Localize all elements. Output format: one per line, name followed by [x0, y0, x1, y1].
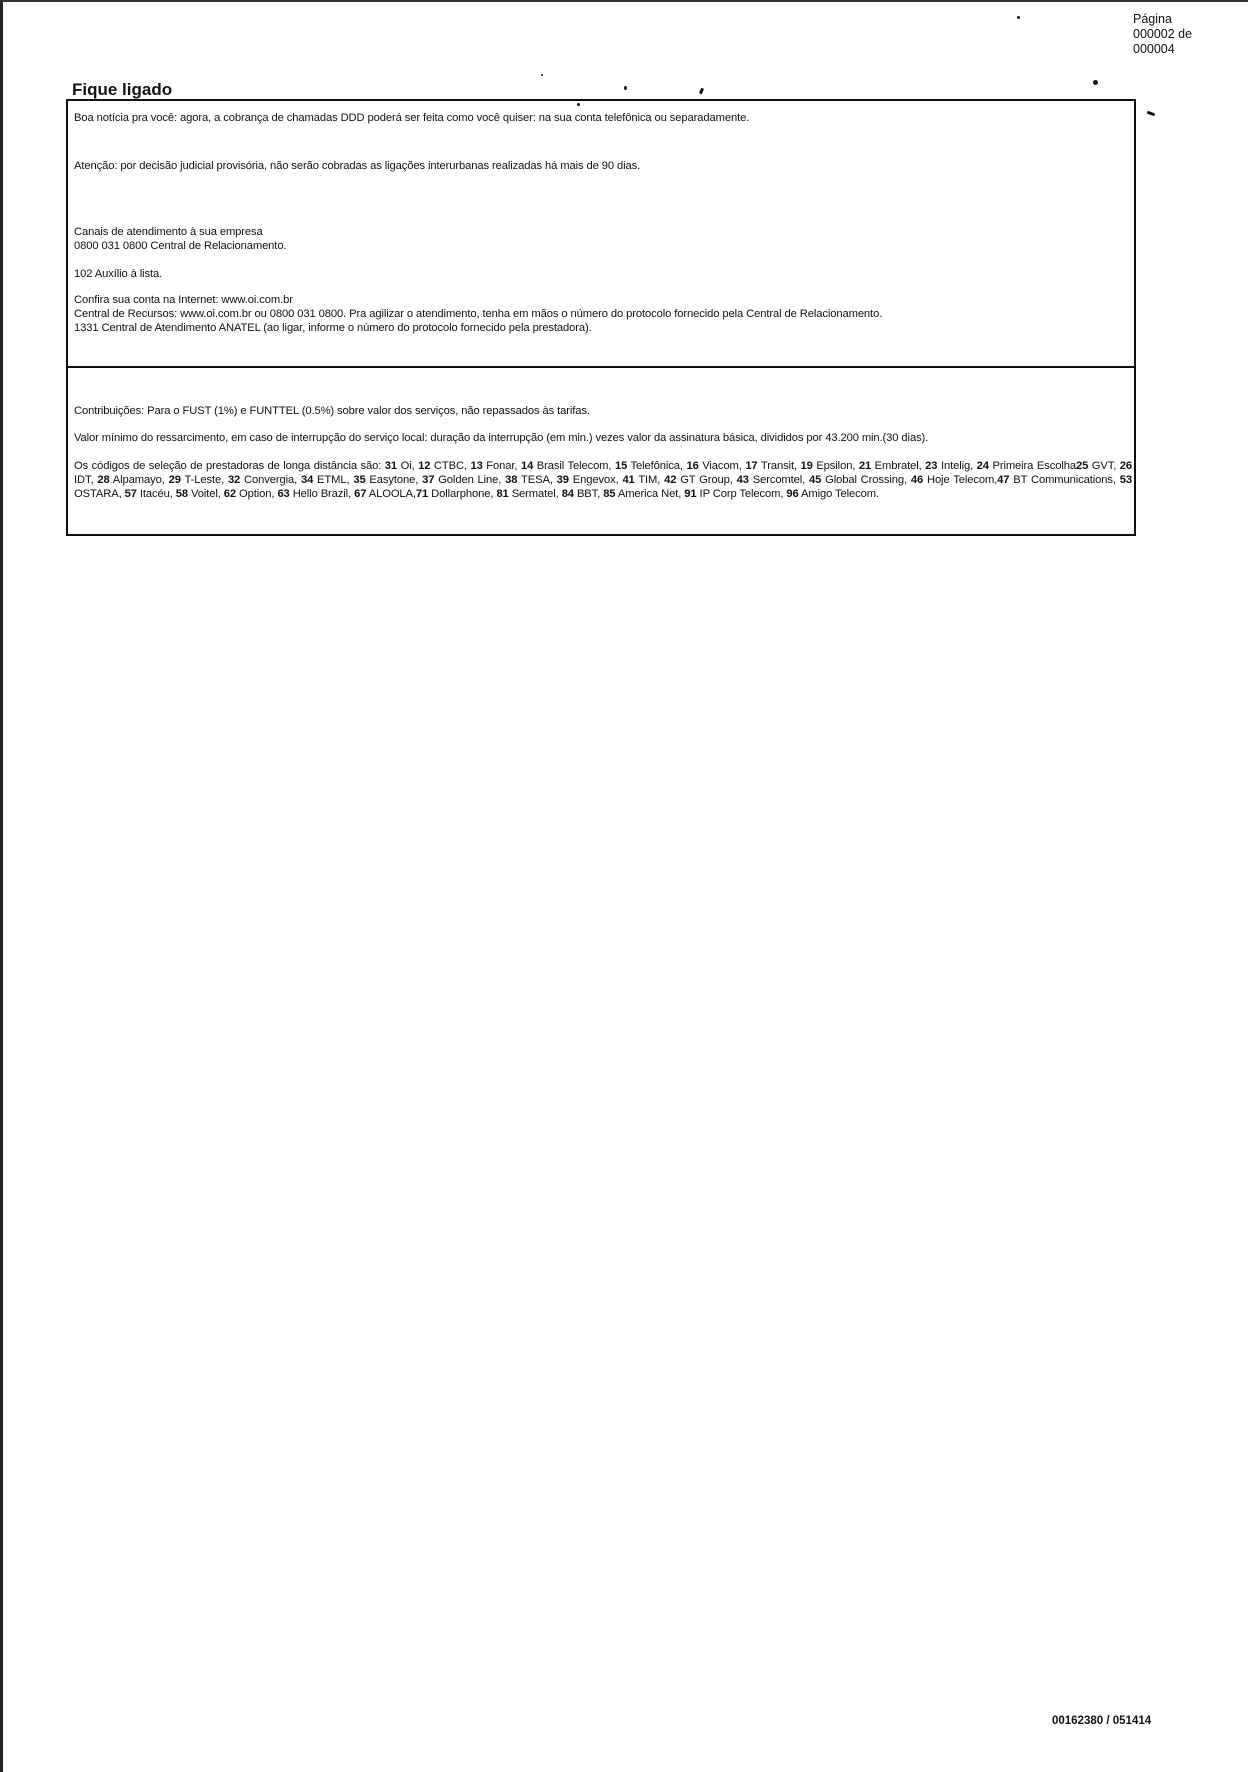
scan-speck [577, 103, 580, 106]
carrier-name: IP Corp Telecom, [696, 488, 787, 500]
carrier-name: T-Leste, [180, 474, 228, 486]
info-box [66, 99, 1136, 368]
carrier-name: Dollarphone, [428, 488, 497, 500]
carrier-name: Embratel, [871, 460, 926, 472]
carrier-code: 62 [223, 488, 237, 500]
carrier-name: Viacom, [698, 460, 746, 472]
carrier-code: 16 [686, 460, 699, 472]
carrier-name: Convergia, [240, 474, 301, 486]
page-current: 000002 de [1133, 27, 1193, 41]
carrier-code: 43 [736, 474, 749, 486]
carrier-name: Intelig, [937, 460, 977, 472]
confira-conta: Confira sua conta na Internet: www.oi.com.br [74, 294, 293, 306]
carrier-code: 25 [1075, 460, 1089, 472]
carrier-code: 41 [622, 474, 635, 486]
carrier-name: Alpamayo, [109, 474, 169, 486]
carrier-name: Sermatel, [508, 488, 562, 500]
carrier-code: 12 [418, 460, 431, 472]
carrier-name: Option, [236, 488, 278, 500]
contribuicoes: Contribuições: Para o FUST (1%) e FUNTTEL (0.5%) sobre valor dos serviços, não repassados às tarifas. [74, 405, 590, 417]
carrier-code: 24 [976, 460, 989, 472]
carrier-name: GVT, [1088, 460, 1120, 472]
carrier-code: 91 [684, 488, 697, 500]
carrier-name: Golden Line, [434, 474, 506, 486]
carrier-name: Voitel, [188, 488, 224, 500]
carrier-name: TESA, [517, 474, 557, 486]
anatel-line: 1331 Central de Atendimento ANATEL (ao ligar, informe o número do protocolo fornecido pela prestadora). [74, 322, 592, 334]
carrier-code: 85 [603, 488, 616, 500]
carrier-code: 38 [505, 474, 518, 486]
scan-speck [699, 88, 704, 95]
carrier-code: 96 [786, 488, 799, 500]
carrier-code: 29 [168, 474, 181, 486]
contribution-box [66, 368, 1136, 536]
carrier-name: GT Group, [676, 474, 737, 486]
section-title: Fique ligado [72, 80, 173, 99]
carrier-name: Oi, [397, 460, 419, 472]
carrier-code: 19 [800, 460, 813, 472]
carrier-code: 67 [354, 488, 367, 500]
carrier-name: Brasil Telecom, [533, 460, 615, 472]
ddd-notice: Boa notícia pra você: agora, a cobrança de chamadas DDD poderá ser feita como você quiser: na sua conta telefônica ou separadamente. [74, 112, 750, 124]
carrier-name: Sercomtel, [748, 474, 810, 486]
canais-title: Canais de atendimento à sua empresa [74, 226, 263, 238]
page-total: 000004 [1133, 42, 1175, 56]
codes-intro: Os códigos de seleção de prestadoras de longa distância são: [74, 460, 385, 472]
carrier-code: 32 [227, 474, 241, 486]
scan-speck [1017, 16, 1020, 19]
carrier-name: Fonar, [482, 460, 521, 472]
carrier-name: Global Crossing, [821, 474, 911, 486]
carrier-code: 42 [664, 474, 677, 486]
carrier-code: 35 [353, 474, 366, 486]
carrier-code: 34 [300, 474, 314, 486]
carrier-code: 71 [415, 488, 429, 500]
document-code: 00162380 / 051414 [1052, 1715, 1152, 1727]
carrier-code: 23 [925, 460, 938, 472]
carrier-code: 45 [809, 474, 822, 486]
carrier-code: 84 [561, 488, 574, 500]
carrier-code: 58 [175, 488, 188, 500]
scan-speck [541, 74, 543, 76]
carrier-name: BT Communications, [1009, 474, 1120, 486]
carrier-name: Telefônica, [627, 460, 687, 472]
carrier-code: 63 [277, 488, 290, 500]
carrier-code: 37 [422, 474, 435, 486]
carrier-name: America Net, [615, 488, 685, 500]
carrier-name: Transit, [757, 460, 801, 472]
carrier-codes [74, 459, 1132, 501]
ressarcimento: Valor mínimo do ressarcimento, em caso de interrupção do serviço local: duração da interrupção (em min.) vezes valor da assinatura básica, divididos por 43.200 min.(30 dias). [74, 432, 929, 444]
carrier-code: 26 [1119, 460, 1132, 472]
scan-speck [1147, 111, 1156, 117]
carrier-name: Epsilon, [812, 460, 859, 472]
carrier-code: 28 [97, 474, 110, 486]
carrier-code: 13 [470, 460, 483, 472]
carrier-name: Easytone, [365, 474, 423, 486]
carrier-name: Hello Brazil, [289, 488, 355, 500]
carrier-name: Amigo Telecom. [798, 488, 879, 500]
carrier-name: CTBC, [430, 460, 471, 472]
carrier-code: 57 [124, 488, 137, 500]
carrier-name: Itacéu, [136, 488, 176, 500]
carrier-name: ETML, [313, 474, 354, 486]
carrier-name: ALOOLA, [366, 488, 416, 500]
carrier-name: Primeira Escolha [988, 460, 1076, 472]
page-top-edge [0, 0, 1248, 2]
canais-line: 0800 031 0800 Central de Relacionamento. [74, 240, 287, 252]
carrier-name: OSTARA, [74, 488, 125, 500]
judicial-notice: Atenção: por decisão judicial provisória, não serão cobradas as ligações interurbanas realizadas há mais de 90 dias. [74, 160, 641, 172]
carrier-name: BBT, [573, 488, 604, 500]
carrier-code: 39 [556, 474, 569, 486]
carrier-code: 53 [1119, 474, 1132, 486]
carrier-code: 47 [997, 474, 1010, 486]
central-recursos: Central de Recursos: www.oi.com.br ou 0800 031 0800. Pra agilizar o atendimento, tenha em mãos o número do protocolo fornecido pela Central de Relacionamento. [74, 308, 883, 320]
auxilio-lista: 102 Auxílio à lista. [74, 268, 163, 280]
carrier-code: 14 [520, 460, 534, 472]
carrier-code: 46 [910, 474, 924, 486]
page-label: Página [1133, 12, 1172, 26]
carrier-code: 21 [858, 460, 872, 472]
carrier-code: 31 [384, 460, 398, 472]
carrier-code: 15 [614, 460, 628, 472]
scan-speck [624, 86, 627, 90]
carrier-name: Engevox, [568, 474, 623, 486]
carrier-code: 17 [745, 460, 758, 472]
carrier-name: TIM, [634, 474, 665, 486]
carrier-name: IDT, [74, 474, 98, 486]
page-number [1133, 12, 1213, 57]
carrier-code: 81 [496, 488, 509, 500]
scan-speck [1093, 80, 1098, 85]
carrier-name: Hoje Telecom, [923, 474, 998, 486]
page-left-edge [0, 0, 3, 1772]
